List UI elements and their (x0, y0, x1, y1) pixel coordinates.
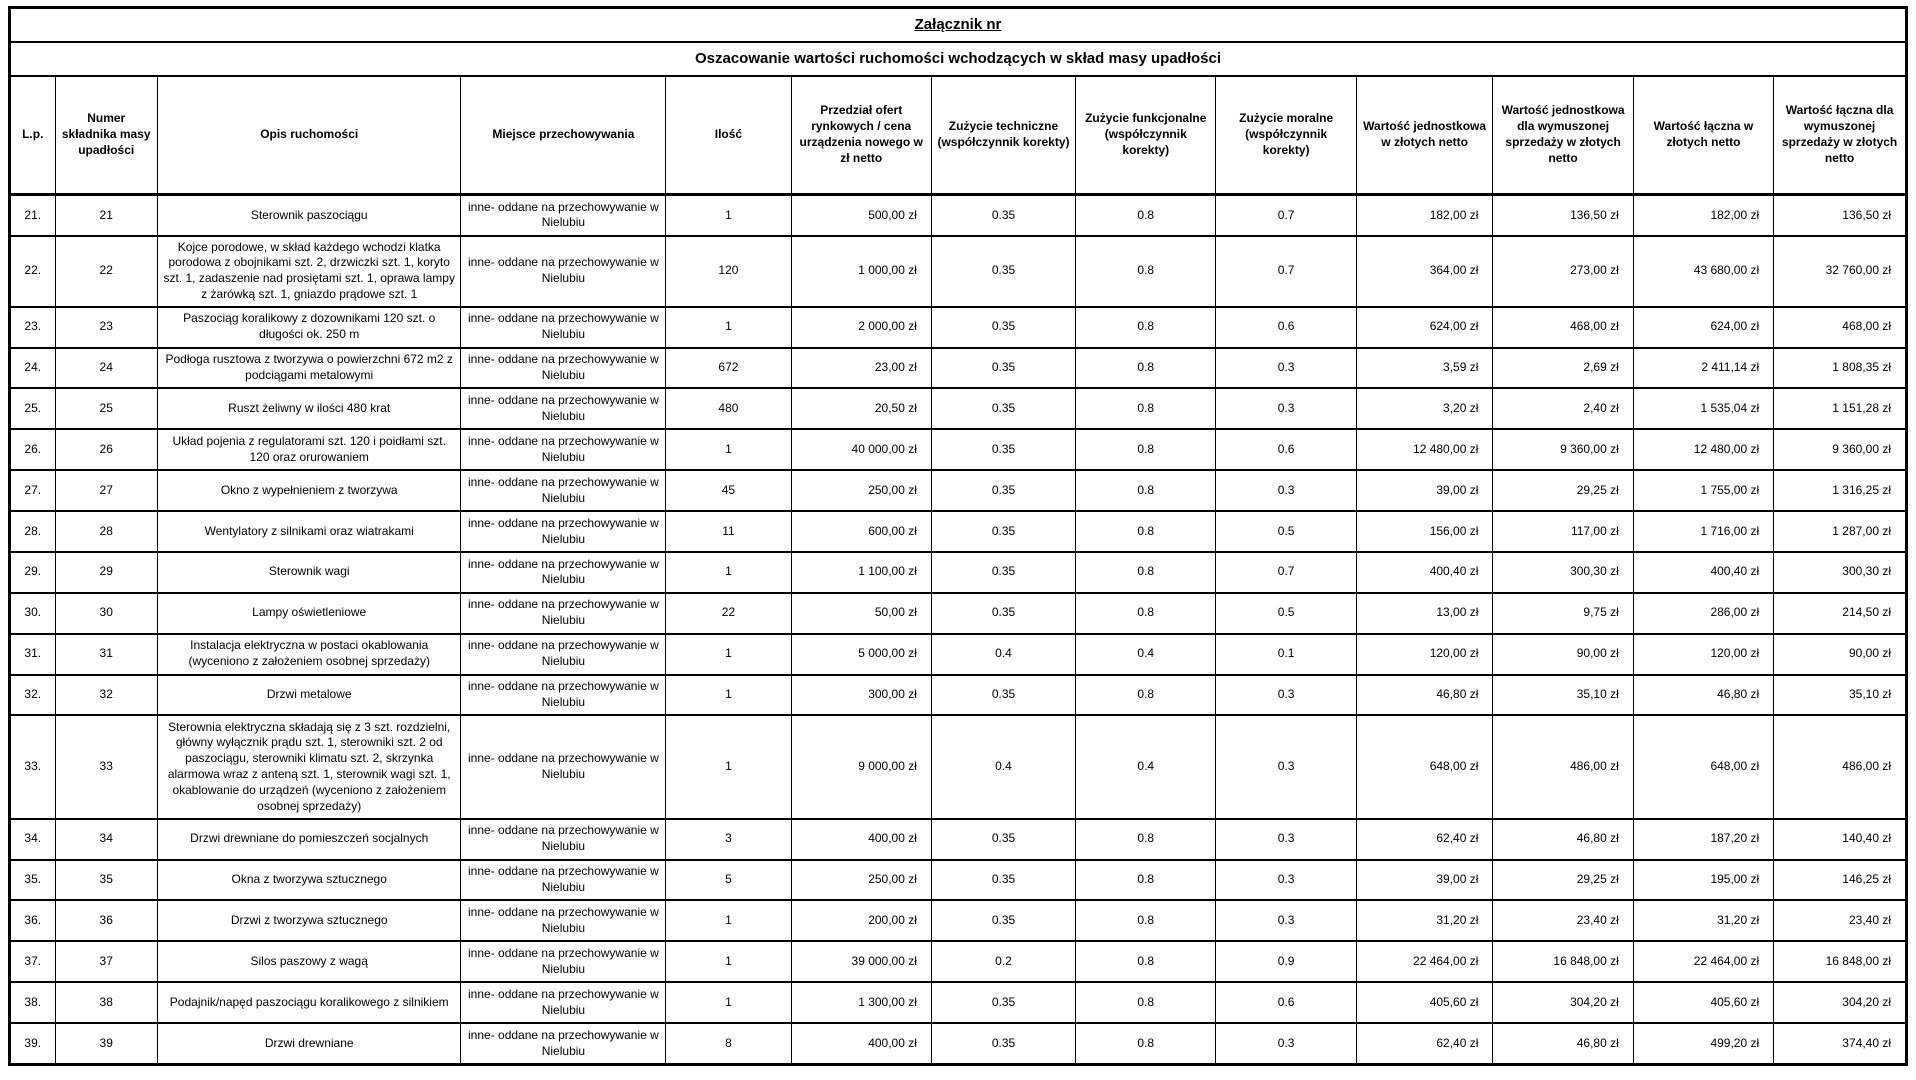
cell-description: Lampy oświetleniowe (157, 593, 461, 634)
cell-total-value: 120,00 zł (1633, 634, 1773, 675)
cell-price-new: 50,00 zł (791, 593, 931, 634)
table-row (10, 593, 1907, 634)
cell-unit-value: 39,00 zł (1356, 470, 1493, 511)
cell-total-value-forced: 1 808,35 zł (1774, 348, 1907, 389)
cell-unit-value: 13,00 zł (1356, 593, 1493, 634)
attachment-title (10, 8, 1907, 43)
cell-total-value: 624,00 zł (1633, 307, 1773, 348)
cell-total-value: 31,20 zł (1633, 900, 1773, 941)
cell-total-value: 22 464,00 zł (1633, 941, 1773, 982)
cell-wear-func: 0.8 (1076, 675, 1216, 716)
cell-total-value-forced: 140,40 zł (1774, 819, 1907, 860)
cell-storage: inne- oddane na przechowywanie w Nielubiu (461, 819, 666, 860)
cell-total-value-forced: 374,40 zł (1774, 1023, 1907, 1064)
cell-description: Podajnik/napęd paszociągu koralikowego z silnikiem (157, 982, 461, 1023)
cell-qty: 1 (666, 634, 791, 675)
cell-lp: 30. (10, 593, 56, 634)
column-header-lp: L.p. (10, 76, 56, 195)
cell-storage: inne- oddane na przechowywanie w Nielubiu (461, 715, 666, 818)
cell-total-value: 499,20 zł (1633, 1023, 1773, 1064)
column-header-row (10, 76, 1907, 195)
cell-lp: 33. (10, 715, 56, 818)
cell-qty: 1 (666, 941, 791, 982)
cell-wear-moral: 0.3 (1216, 715, 1356, 818)
cell-qty: 5 (666, 860, 791, 901)
cell-item-no: 39 (55, 1023, 157, 1064)
cell-storage: inne- oddane na przechowywanie w Nielubiu (461, 236, 666, 307)
cell-total-value: 1 755,00 zł (1633, 470, 1773, 511)
column-header-price-new: Przedział ofert rynkowych / cena urządzenia nowego w zł netto (791, 76, 931, 195)
cell-total-value: 648,00 zł (1633, 715, 1773, 818)
cell-total-value: 182,00 zł (1633, 195, 1773, 236)
cell-storage: inne- oddane na przechowywanie w Nielubiu (461, 429, 666, 470)
cell-qty: 22 (666, 593, 791, 634)
table-row (10, 941, 1907, 982)
cell-lp: 35. (10, 860, 56, 901)
cell-unit-value: 3,20 zł (1356, 388, 1493, 429)
cell-storage: inne- oddane na przechowywanie w Nielubiu (461, 388, 666, 429)
cell-price-new: 1 100,00 zł (791, 552, 931, 593)
cell-total-value-forced: 1 287,00 zł (1774, 511, 1907, 552)
table-row (10, 307, 1907, 348)
cell-storage: inne- oddane na przechowywanie w Nielubiu (461, 900, 666, 941)
cell-price-new: 23,00 zł (791, 348, 931, 389)
cell-wear-moral: 0.3 (1216, 470, 1356, 511)
cell-price-new: 300,00 zł (791, 675, 931, 716)
cell-total-value-forced: 486,00 zł (1774, 715, 1907, 818)
cell-unit-value: 62,40 zł (1356, 819, 1493, 860)
cell-storage: inne- oddane na przechowywanie w Nielubiu (461, 511, 666, 552)
cell-description: Układ pojenia z regulatorami szt. 120 i poidłami szt. 120 oraz orurowaniem (157, 429, 461, 470)
cell-total-value-forced: 23,40 zł (1774, 900, 1907, 941)
cell-wear-moral: 0.7 (1216, 552, 1356, 593)
cell-unit-value: 182,00 zł (1356, 195, 1493, 236)
cell-unit-value: 364,00 zł (1356, 236, 1493, 307)
cell-wear-moral: 0.6 (1216, 429, 1356, 470)
table-row (10, 552, 1907, 593)
table-row (10, 388, 1907, 429)
cell-unit-value: 3,59 zł (1356, 348, 1493, 389)
cell-storage: inne- oddane na przechowywanie w Nielubiu (461, 307, 666, 348)
cell-wear-func: 0.8 (1076, 819, 1216, 860)
cell-unit-value-forced: 90,00 zł (1493, 634, 1633, 675)
table-row (10, 195, 1907, 236)
cell-qty: 120 (666, 236, 791, 307)
cell-qty: 1 (666, 307, 791, 348)
cell-item-no: 31 (55, 634, 157, 675)
cell-wear-func: 0.8 (1076, 348, 1216, 389)
cell-item-no: 34 (55, 819, 157, 860)
cell-description: Instalacja elektryczna w postaci okablowania (wyceniono z założeniem osobnej sprzedaży) (157, 634, 461, 675)
cell-total-value: 1 535,04 zł (1633, 388, 1773, 429)
cell-qty: 480 (666, 388, 791, 429)
cell-lp: 24. (10, 348, 56, 389)
cell-wear-tech: 0.35 (931, 593, 1075, 634)
cell-wear-moral: 0.3 (1216, 819, 1356, 860)
cell-wear-moral: 0.3 (1216, 675, 1356, 716)
cell-price-new: 40 000,00 zł (791, 429, 931, 470)
cell-unit-value-forced: 9,75 zł (1493, 593, 1633, 634)
cell-price-new: 1 300,00 zł (791, 982, 931, 1023)
column-header-wear-func: Zużycie funkcjonalne (współczynnik korekty) (1076, 76, 1216, 195)
cell-total-value-forced: 136,50 zł (1774, 195, 1907, 236)
cell-price-new: 600,00 zł (791, 511, 931, 552)
cell-wear-func: 0.8 (1076, 388, 1216, 429)
cell-unit-value-forced: 23,40 zł (1493, 900, 1633, 941)
cell-total-value: 1 716,00 zł (1633, 511, 1773, 552)
cell-lp: 22. (10, 236, 56, 307)
column-header-unit-value-forced: Wartość jednostkowa dla wymuszonej sprzedaży w złotych netto (1493, 76, 1633, 195)
cell-description: Okna z tworzywa sztucznego (157, 860, 461, 901)
cell-total-value: 187,20 zł (1633, 819, 1773, 860)
cell-wear-moral: 0.3 (1216, 1023, 1356, 1064)
cell-wear-tech: 0.4 (931, 715, 1075, 818)
cell-storage: inne- oddane na przechowywanie w Nielubiu (461, 941, 666, 982)
cell-wear-func: 0.8 (1076, 195, 1216, 236)
cell-lp: 25. (10, 388, 56, 429)
cell-lp: 37. (10, 941, 56, 982)
cell-wear-tech: 0.35 (931, 675, 1075, 716)
cell-qty: 1 (666, 195, 791, 236)
cell-unit-value: 400,40 zł (1356, 552, 1493, 593)
cell-price-new: 400,00 zł (791, 1023, 931, 1064)
cell-unit-value-forced: 46,80 zł (1493, 1023, 1633, 1064)
cell-wear-moral: 0.6 (1216, 307, 1356, 348)
cell-price-new: 250,00 zł (791, 860, 931, 901)
cell-wear-moral: 0.3 (1216, 388, 1356, 429)
cell-wear-moral: 0.1 (1216, 634, 1356, 675)
cell-unit-value-forced: 300,30 zł (1493, 552, 1633, 593)
cell-description: Drzwi z tworzywa sztucznego (157, 900, 461, 941)
cell-unit-value-forced: 29,25 zł (1493, 470, 1633, 511)
cell-price-new: 200,00 zł (791, 900, 931, 941)
cell-storage: inne- oddane na przechowywanie w Nielubiu (461, 1023, 666, 1064)
cell-unit-value: 120,00 zł (1356, 634, 1493, 675)
cell-lp: 29. (10, 552, 56, 593)
cell-description: Silos paszowy z wagą (157, 941, 461, 982)
cell-wear-tech: 0.35 (931, 552, 1075, 593)
cell-total-value: 195,00 zł (1633, 860, 1773, 901)
cell-wear-func: 0.8 (1076, 552, 1216, 593)
cell-storage: inne- oddane na przechowywanie w Nielubiu (461, 675, 666, 716)
cell-unit-value-forced: 2,40 zł (1493, 388, 1633, 429)
cell-wear-func: 0.8 (1076, 470, 1216, 511)
column-header-qty: Ilość (666, 76, 791, 195)
cell-wear-moral: 0.5 (1216, 593, 1356, 634)
cell-wear-func: 0.8 (1076, 307, 1216, 348)
cell-wear-tech: 0.35 (931, 307, 1075, 348)
cell-price-new: 2 000,00 zł (791, 307, 931, 348)
cell-wear-tech: 0.4 (931, 634, 1075, 675)
cell-total-value-forced: 32 760,00 zł (1774, 236, 1907, 307)
cell-unit-value: 62,40 zł (1356, 1023, 1493, 1064)
cell-wear-moral: 0.7 (1216, 195, 1356, 236)
cell-lp: 36. (10, 900, 56, 941)
cell-qty: 45 (666, 470, 791, 511)
cell-storage: inne- oddane na przechowywanie w Nielubiu (461, 348, 666, 389)
cell-price-new: 20,50 zł (791, 388, 931, 429)
valuation-table-body (10, 195, 1907, 1065)
cell-unit-value-forced: 136,50 zł (1493, 195, 1633, 236)
cell-description: Sterownia elektryczna składają się z 3 szt. rozdzielni, główny wyłącznik prądu szt. 1, sterowniki szt. 2 od paszociągu, sterowniki klimatu szt. 2, skrzynka alarmowa wraz z anteną szt. 1, sterownik wagi szt. 1, okablowanie do urządzeń (wyceniono z założeniem osobnej sprzedaży) (157, 715, 461, 818)
cell-item-no: 28 (55, 511, 157, 552)
cell-qty: 1 (666, 982, 791, 1023)
cell-unit-value: 12 480,00 zł (1356, 429, 1493, 470)
cell-qty: 11 (666, 511, 791, 552)
cell-total-value-forced: 1 151,28 zł (1774, 388, 1907, 429)
column-header-storage: Miejsce przechowywania (461, 76, 666, 195)
cell-lp: 31. (10, 634, 56, 675)
cell-description: Okno z wypełnieniem z tworzywa (157, 470, 461, 511)
cell-total-value-forced: 1 316,25 zł (1774, 470, 1907, 511)
table-row (10, 982, 1907, 1023)
cell-storage: inne- oddane na przechowywanie w Nielubiu (461, 195, 666, 236)
cell-lp: 38. (10, 982, 56, 1023)
column-header-item-no: Numer składnika masy upadłości (55, 76, 157, 195)
table-row (10, 470, 1907, 511)
cell-wear-tech: 0.35 (931, 388, 1075, 429)
cell-total-value-forced: 35,10 zł (1774, 675, 1907, 716)
cell-description: Podłoga rusztowa z tworzywa o powierzchni 672 m2 z podciągami metalowymi (157, 348, 461, 389)
cell-wear-tech: 0.2 (931, 941, 1075, 982)
cell-wear-tech: 0.35 (931, 860, 1075, 901)
cell-wear-tech: 0.35 (931, 236, 1075, 307)
cell-description: Kojce porodowe, w skład każdego wchodzi klatka porodowa z obojnikami szt. 2, drzwiczki szt. 1, koryto szt. 1, zadaszenie nad prosiętami szt. 1, oprawa lampy z żarówką szt. 1, gniazdo prądowe szt. 1 (157, 236, 461, 307)
cell-wear-tech: 0.35 (931, 982, 1075, 1023)
cell-unit-value-forced: 486,00 zł (1493, 715, 1633, 818)
cell-qty: 1 (666, 552, 791, 593)
cell-item-no: 22 (55, 236, 157, 307)
cell-item-no: 21 (55, 195, 157, 236)
cell-item-no: 25 (55, 388, 157, 429)
cell-total-value: 286,00 zł (1633, 593, 1773, 634)
cell-description: Wentylatory z silnikami oraz wiatrakami (157, 511, 461, 552)
cell-item-no: 38 (55, 982, 157, 1023)
cell-wear-func: 0.8 (1076, 941, 1216, 982)
table-row (10, 511, 1907, 552)
cell-wear-tech: 0.35 (931, 195, 1075, 236)
cell-description: Drzwi drewniane (157, 1023, 461, 1064)
table-row (10, 348, 1907, 389)
table-row (10, 634, 1907, 675)
cell-qty: 8 (666, 1023, 791, 1064)
cell-unit-value: 31,20 zł (1356, 900, 1493, 941)
cell-unit-value-forced: 273,00 zł (1493, 236, 1633, 307)
cell-total-value: 405,60 zł (1633, 982, 1773, 1023)
cell-lp: 23. (10, 307, 56, 348)
valuation-table (8, 6, 1908, 1066)
cell-price-new: 1 000,00 zł (791, 236, 931, 307)
cell-lp: 28. (10, 511, 56, 552)
cell-unit-value-forced: 29,25 zł (1493, 860, 1633, 901)
column-header-total-value: Wartość łączna w złotych netto (1633, 76, 1773, 195)
table-row (10, 715, 1907, 818)
table-title-row (10, 42, 1907, 76)
cell-total-value: 12 480,00 zł (1633, 429, 1773, 470)
column-header-description: Opis ruchomości (157, 76, 461, 195)
cell-qty: 1 (666, 429, 791, 470)
cell-total-value-forced: 9 360,00 zł (1774, 429, 1907, 470)
cell-description: Drzwi drewniane do pomieszczeń socjalnych (157, 819, 461, 860)
cell-qty: 3 (666, 819, 791, 860)
cell-wear-tech: 0.35 (931, 1023, 1075, 1064)
cell-unit-value: 405,60 zł (1356, 982, 1493, 1023)
cell-storage: inne- oddane na przechowywanie w Nielubiu (461, 552, 666, 593)
cell-storage: inne- oddane na przechowywanie w Nielubiu (461, 470, 666, 511)
cell-unit-value: 46,80 zł (1356, 675, 1493, 716)
cell-storage: inne- oddane na przechowywanie w Nielubiu (461, 982, 666, 1023)
column-header-wear-tech: Zużycie techniczne (współczynnik korekty) (931, 76, 1075, 195)
cell-wear-moral: 0.3 (1216, 348, 1356, 389)
cell-wear-moral: 0.6 (1216, 982, 1356, 1023)
cell-total-value-forced: 146,25 zł (1774, 860, 1907, 901)
cell-item-no: 35 (55, 860, 157, 901)
cell-description: Sterownik paszociągu (157, 195, 461, 236)
cell-qty: 1 (666, 900, 791, 941)
cell-description: Ruszt żeliwny w ilości 480 krat (157, 388, 461, 429)
attachment-title-row (10, 8, 1907, 43)
cell-wear-func: 0.8 (1076, 900, 1216, 941)
cell-wear-tech: 0.35 (931, 819, 1075, 860)
cell-price-new: 500,00 zł (791, 195, 931, 236)
table-row (10, 236, 1907, 307)
cell-lp: 39. (10, 1023, 56, 1064)
cell-qty: 672 (666, 348, 791, 389)
table-row (10, 1023, 1907, 1064)
cell-lp: 32. (10, 675, 56, 716)
cell-storage: inne- oddane na przechowywanie w Nielubiu (461, 860, 666, 901)
table-row (10, 819, 1907, 860)
cell-wear-moral: 0.3 (1216, 900, 1356, 941)
attachment-title-text: Załącznik nr (914, 16, 1002, 34)
cell-wear-func: 0.8 (1076, 982, 1216, 1023)
cell-total-value-forced: 90,00 zł (1774, 634, 1907, 675)
table-row (10, 860, 1907, 901)
cell-unit-value: 22 464,00 zł (1356, 941, 1493, 982)
cell-item-no: 32 (55, 675, 157, 716)
cell-lp: 21. (10, 195, 56, 236)
cell-total-value-forced: 468,00 zł (1774, 307, 1907, 348)
cell-item-no: 30 (55, 593, 157, 634)
table-title: Oszacowanie wartości ruchomości wchodzących w skład masy upadłości (10, 42, 1907, 76)
cell-total-value-forced: 16 848,00 zł (1774, 941, 1907, 982)
cell-lp: 26. (10, 429, 56, 470)
cell-unit-value-forced: 117,00 zł (1493, 511, 1633, 552)
cell-total-value: 46,80 zł (1633, 675, 1773, 716)
column-header-total-value-forced: Wartość łączna dla wymuszonej sprzedaży w złotych netto (1774, 76, 1907, 195)
cell-item-no: 23 (55, 307, 157, 348)
cell-wear-tech: 0.35 (931, 429, 1075, 470)
cell-lp: 34. (10, 819, 56, 860)
cell-unit-value: 39,00 zł (1356, 860, 1493, 901)
cell-lp: 27. (10, 470, 56, 511)
cell-qty: 1 (666, 675, 791, 716)
cell-item-no: 26 (55, 429, 157, 470)
cell-item-no: 24 (55, 348, 157, 389)
cell-unit-value: 156,00 zł (1356, 511, 1493, 552)
cell-price-new: 39 000,00 zł (791, 941, 931, 982)
cell-unit-value-forced: 46,80 zł (1493, 819, 1633, 860)
cell-price-new: 9 000,00 zł (791, 715, 931, 818)
cell-wear-moral: 0.3 (1216, 860, 1356, 901)
cell-total-value: 43 680,00 zł (1633, 236, 1773, 307)
cell-wear-func: 0.8 (1076, 511, 1216, 552)
cell-wear-func: 0.8 (1076, 860, 1216, 901)
cell-unit-value-forced: 468,00 zł (1493, 307, 1633, 348)
cell-storage: inne- oddane na przechowywanie w Nielubiu (461, 634, 666, 675)
cell-total-value-forced: 214,50 zł (1774, 593, 1907, 634)
cell-description: Drzwi metalowe (157, 675, 461, 716)
cell-qty: 1 (666, 715, 791, 818)
cell-wear-func: 0.8 (1076, 1023, 1216, 1064)
cell-total-value-forced: 304,20 zł (1774, 982, 1907, 1023)
cell-wear-moral: 0.7 (1216, 236, 1356, 307)
cell-item-no: 29 (55, 552, 157, 593)
cell-wear-tech: 0.35 (931, 348, 1075, 389)
table-row (10, 900, 1907, 941)
cell-total-value-forced: 300,30 zł (1774, 552, 1907, 593)
cell-unit-value-forced: 2,69 zł (1493, 348, 1633, 389)
cell-price-new: 250,00 zł (791, 470, 931, 511)
cell-wear-func: 0.8 (1076, 429, 1216, 470)
cell-unit-value: 648,00 zł (1356, 715, 1493, 818)
cell-description: Paszociąg koralikowy z dozownikami 120 szt. o długości ok. 250 m (157, 307, 461, 348)
cell-item-no: 37 (55, 941, 157, 982)
cell-description: Sterownik wagi (157, 552, 461, 593)
table-row (10, 675, 1907, 716)
cell-wear-moral: 0.9 (1216, 941, 1356, 982)
table-row (10, 429, 1907, 470)
column-header-unit-value: Wartość jednostkowa w złotych netto (1356, 76, 1493, 195)
cell-total-value: 2 411,14 zł (1633, 348, 1773, 389)
cell-wear-func: 0.8 (1076, 593, 1216, 634)
cell-unit-value-forced: 9 360,00 zł (1493, 429, 1633, 470)
cell-unit-value-forced: 16 848,00 zł (1493, 941, 1633, 982)
cell-unit-value-forced: 304,20 zł (1493, 982, 1633, 1023)
cell-wear-tech: 0.35 (931, 511, 1075, 552)
cell-wear-func: 0.8 (1076, 236, 1216, 307)
cell-total-value: 400,40 zł (1633, 552, 1773, 593)
cell-item-no: 36 (55, 900, 157, 941)
cell-storage: inne- oddane na przechowywanie w Nielubiu (461, 593, 666, 634)
cell-price-new: 400,00 zł (791, 819, 931, 860)
column-header-wear-moral: Zużycie moralne (współczynnik korekty) (1216, 76, 1356, 195)
cell-item-no: 33 (55, 715, 157, 818)
cell-item-no: 27 (55, 470, 157, 511)
cell-unit-value-forced: 35,10 zł (1493, 675, 1633, 716)
cell-unit-value: 624,00 zł (1356, 307, 1493, 348)
cell-wear-tech: 0.35 (931, 900, 1075, 941)
cell-price-new: 5 000,00 zł (791, 634, 931, 675)
cell-wear-func: 0.4 (1076, 634, 1216, 675)
cell-wear-tech: 0.35 (931, 470, 1075, 511)
cell-wear-moral: 0.5 (1216, 511, 1356, 552)
cell-wear-func: 0.4 (1076, 715, 1216, 818)
